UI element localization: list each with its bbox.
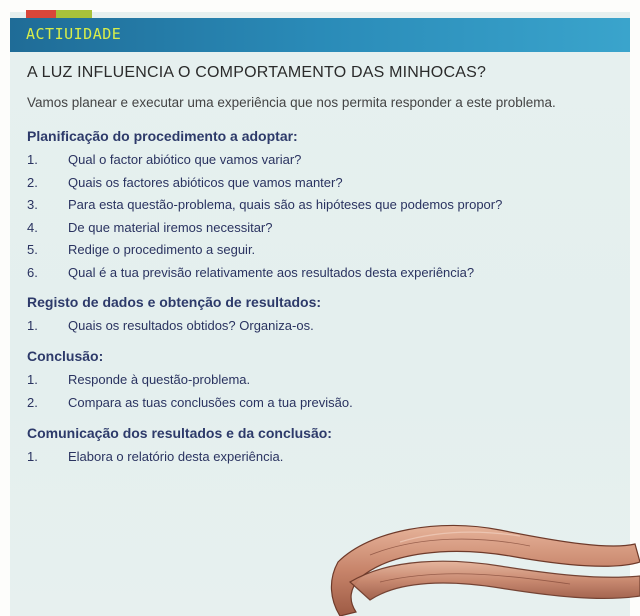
item-number: 4. — [27, 219, 38, 235]
section-heading: Conclusão: — [27, 348, 104, 364]
section-conclusion — [27, 348, 353, 414]
section-communication — [27, 425, 332, 469]
item-text: Redige o procedimento a seguir. — [68, 242, 256, 257]
item-text: Elabora o relatório desta experiência. — [68, 449, 284, 464]
section-data-recording — [27, 294, 321, 338]
item-text: Qual o factor abiótico que vamos variar? — [68, 152, 302, 167]
list-item — [27, 149, 502, 172]
list-item — [27, 172, 502, 195]
activity-header-bar — [10, 18, 630, 52]
section-planning — [27, 128, 502, 284]
list-item — [27, 369, 353, 392]
section-heading: Registo de dados e obtenção de resultados: — [27, 294, 322, 310]
item-text: De que material iremos necessitar? — [68, 219, 273, 235]
item-text: Qual é a tua previsão relativamente aos resultados desta experiência? — [68, 264, 475, 280]
list-item — [27, 315, 321, 338]
item-number: 1. — [27, 372, 38, 387]
list-item — [27, 194, 502, 217]
worm-body-lower — [350, 561, 640, 600]
list-item — [27, 446, 332, 469]
item-text: Quais os factores abióticos que vamos manter? — [68, 174, 343, 190]
item-text: Quais os resultados obtidos? Organiza-os. — [68, 318, 314, 333]
item-number: 1. — [27, 318, 38, 333]
section-heading: Comunicação dos resultados e da conclusão: — [27, 425, 332, 441]
activity-label: ACTIUIDADE — [26, 25, 122, 43]
item-number: 2. — [27, 174, 38, 190]
accent-strip-green — [56, 10, 92, 18]
item-number: 5. — [27, 242, 38, 257]
list-item — [27, 239, 502, 262]
item-number: 3. — [27, 197, 38, 212]
list-item — [27, 392, 353, 415]
item-text: Responde à questão-problema. — [68, 372, 251, 387]
list-item — [27, 262, 502, 285]
list-item — [27, 217, 502, 240]
accent-strip-red — [26, 10, 56, 18]
item-number: 1. — [27, 152, 38, 167]
item-text: Compara as tuas conclusões com a tua previsão. — [68, 394, 353, 410]
item-text: Para esta questão-problema, quais são as hipóteses que podemos propor? — [68, 197, 503, 212]
earthworm-illustration — [330, 500, 640, 616]
page-title: A LUZ INFLUENCIA O COMPORTAMENTO DAS MINHOCAS? — [27, 64, 487, 81]
item-number: 1. — [27, 449, 38, 464]
item-number: 2. — [27, 394, 38, 410]
intro-text: Vamos planear e executar uma experiência que nos permita responder a este problema. — [27, 95, 556, 110]
item-number: 6. — [27, 264, 38, 280]
section-heading: Planificação do procedimento a adoptar: — [27, 128, 298, 144]
